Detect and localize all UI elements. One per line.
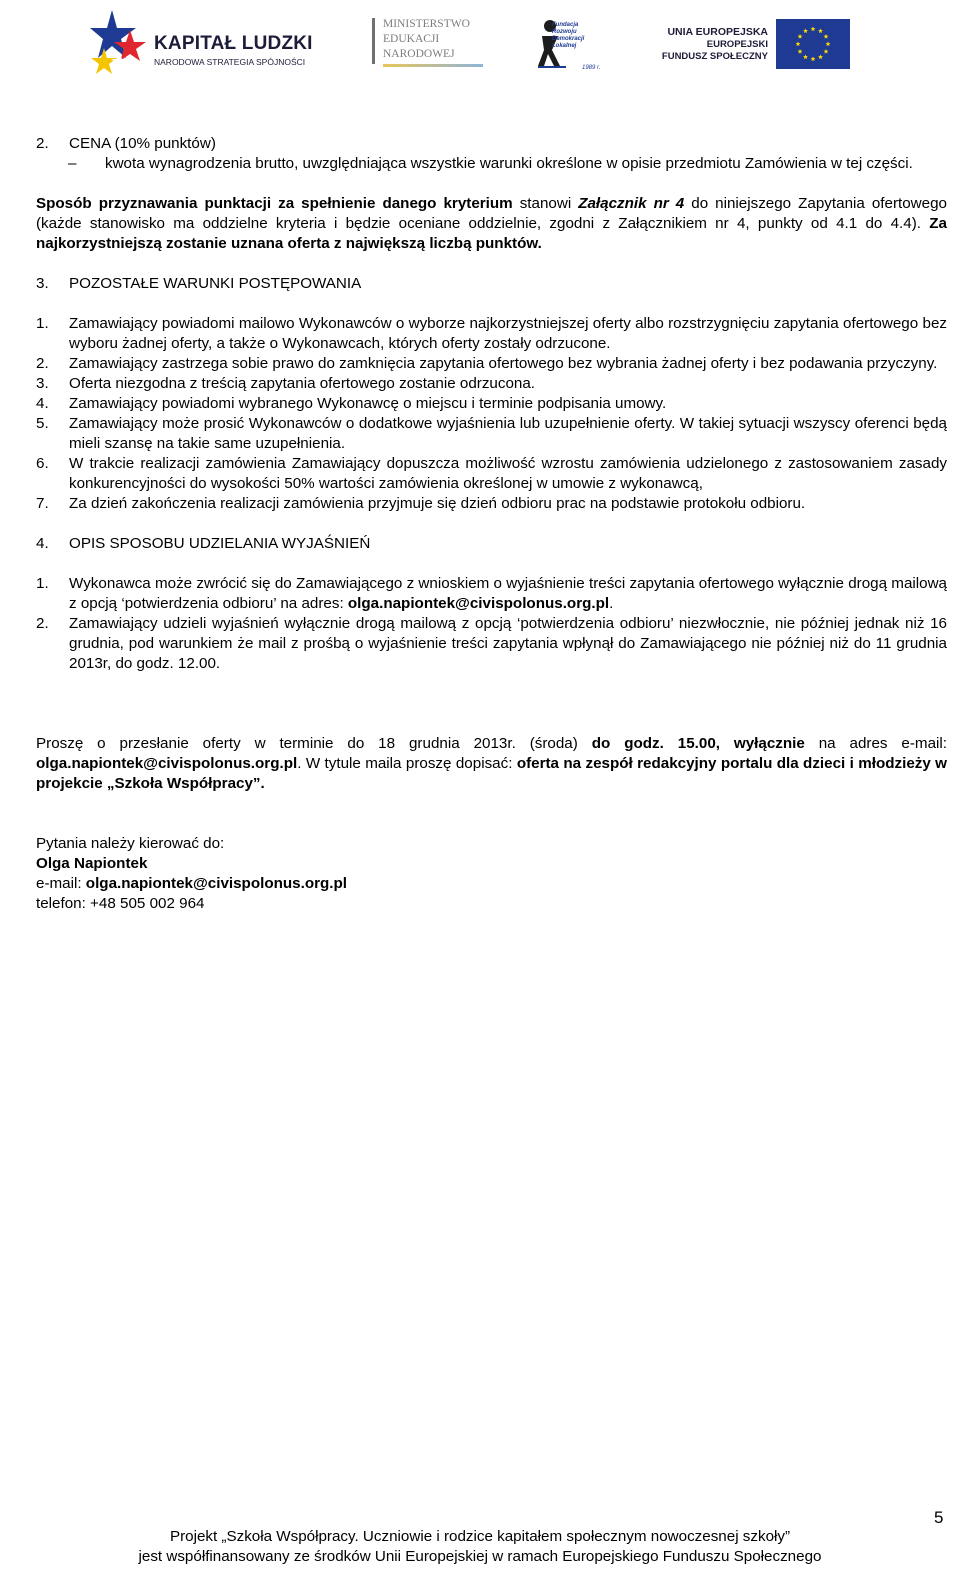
submission-text-2: na adres e-mail:: [804, 735, 948, 752]
scoring-paragraph: [36, 194, 947, 254]
section-2-heading: [36, 134, 947, 154]
list-item-text: W trakcie realizacji zamówienia Zamawiający dopuszcza możliwość wzrostu zamówienia udzielonego z zastosowaniem zasady konkurencyjności do wysokości 50% wartości zamówienia określonej w umowie z wykonawcą,: [69, 455, 947, 492]
ministry-line-1: MINISTERSTWO: [383, 18, 470, 30]
list-item: [36, 494, 947, 514]
eu-flag-icon: [776, 19, 850, 69]
list-item-text: Zamawiający udzieli wyjaśnień wyłącznie drogą mailową z opcją ‘potwierdzenia odbioru’ niezwłocznie, nie później jednak niż 16 grudnia, pod warunkiem że mail z prośbą o wyjaśnienie treści zapytania wpłynął do Zamawiającego nie później niż do 11 grudnia 2013r, do godz. 12.00.: [69, 615, 947, 672]
list-item: [36, 454, 947, 494]
ministry-line-2: EDUKACJI: [383, 33, 440, 45]
document-body: [36, 134, 947, 914]
page-footer: [0, 1527, 960, 1567]
scoring-conclusion: Za najkorzystniejszą zostanie uznana oferta z największą liczbą punktów.: [36, 215, 947, 252]
list-item-number: 6.: [36, 455, 49, 472]
list-item-end: .: [609, 595, 614, 612]
eu-line-1: UNIA EUROPEJSKA: [667, 26, 768, 38]
submission-deadline: do godz. 15.00, wyłącznie: [591, 735, 805, 752]
list-item-text: Zamawiający powiadomi wybranego Wykonawcę o miejscu i terminie podpisania umowy.: [69, 395, 667, 412]
section-4-title: OPIS SPOSOBU UDZIELANIA WYJAŚNIEŃ: [69, 535, 371, 552]
foundation-logo: [538, 14, 604, 70]
ministry-logo: [372, 14, 502, 74]
logo-header: [0, 0, 960, 80]
list-item: [36, 374, 947, 394]
section-2-number: 2.: [36, 135, 49, 152]
section-3-heading: [36, 274, 947, 294]
list-item-number: 2.: [36, 355, 49, 372]
list-item-number: 7.: [36, 495, 49, 512]
section-3-number: 3.: [36, 275, 49, 292]
list-item-text: Za dzień zakończenia realizacji zamówienia przyjmuje się dzień odbioru prac na podstawie protokołu odbioru.: [69, 495, 806, 512]
submission-paragraph: [36, 734, 947, 794]
submission-text-3: . W tytule maila proszę dopisać:: [297, 755, 517, 772]
scoring-attachment: Załącznik nr 4: [578, 195, 685, 212]
footer-line-1: Projekt „Szkoła Współpracy. Uczniowie i rodzice kapitałem społecznym nowoczesnej szkoły”: [169, 1528, 791, 1545]
scoring-intro: Sposób przyznawania punktacji za spełnienie danego kryterium: [36, 195, 513, 212]
scoring-text-1: stanowi: [512, 195, 579, 212]
section-2-dash-item: [36, 154, 947, 174]
contact-email-label: e-mail:: [36, 875, 86, 892]
list-item-number: 4.: [36, 395, 49, 412]
list-item-number: 5.: [36, 415, 49, 432]
section-4-list: [36, 574, 947, 674]
submission-subject: oferta na zespół redakcyjny portalu dla dzieci i młodzieży w projekcie „Szkoła Współpracy”.: [36, 755, 947, 792]
eu-logo: [661, 15, 850, 71]
contact-email-link[interactable]: olga.napiontek@civispolonus.org.pl: [85, 875, 348, 892]
footer-line-2: jest współfinansowany ze środków Unii Europejskiej w ramach Europejskiego Funduszu Społecznego: [138, 1548, 822, 1565]
section-3-title: POZOSTAŁE WARUNKI POSTĘPOWANIA: [69, 275, 362, 292]
kapital-ludzki-title: KAPITAŁ LUDZKI: [154, 33, 313, 54]
kapital-ludzki-logo: [90, 8, 330, 80]
email-link[interactable]: olga.napiontek@civispolonus.org.pl: [347, 595, 610, 612]
contact-email-line: [36, 874, 947, 894]
list-item: [36, 414, 947, 454]
foundation-year: 1989 r.: [582, 65, 601, 71]
list-item-text: Zamawiający może prosić Wykonawców o dodatkowe wyjaśnienia lub uzupełnienie oferty. W takiej sytuacji wszyscy oferenci będą mieli szansę na takie same uzupełnienia.: [69, 415, 947, 452]
list-item-text: Wykonawca może zwrócić się do Zamawiającego z wnioskiem o wyjaśnienie treści zapytania ofertowego wyłącznie drogą mailową z opcją ‘potwierdzenia odbioru’ na adres:: [69, 575, 947, 612]
eu-line-3: FUNDUSZ SPOŁECZNY: [661, 51, 768, 62]
list-item: [36, 614, 947, 674]
list-item: [36, 394, 947, 414]
contact-phone: telefon: +48 505 002 964: [36, 895, 205, 912]
section-2-item-text: kwota wynagrodzenia brutto, uwzględniająca wszystkie warunki określone w opisie przedmiotu Zamówienia w tej części.: [105, 155, 913, 172]
foundation-name: Fundacja Rozwoju Demokracji Lokalnej: [552, 22, 585, 49]
section-4-heading: [36, 534, 947, 554]
list-item: [36, 354, 947, 374]
kapital-ludzki-star-icon: [90, 8, 150, 80]
list-item-number: 3.: [36, 375, 49, 392]
list-item-number: 1.: [36, 315, 49, 332]
submission-email-link[interactable]: olga.napiontek@civispolonus.org.pl: [36, 755, 298, 772]
dash-bullet: –: [68, 155, 77, 172]
submission-text-1: Proszę o przesłanie oferty w terminie do 18 grudnia 2013r. (środa): [36, 735, 592, 752]
eu-line-2: EUROPEJSKI: [706, 39, 768, 50]
page-number: 5: [934, 1508, 944, 1527]
list-item-text: Oferta niezgodna z treścią zapytania ofertowego zostanie odrzucona.: [69, 375, 536, 392]
kapital-ludzki-subtitle: NARODOWA STRATEGIA SPÓJNOŚCI: [154, 57, 306, 67]
ministry-stripe: [383, 64, 483, 67]
list-item: [36, 314, 947, 354]
list-item: [36, 574, 947, 614]
section-3-list: [36, 314, 947, 514]
scoring-text-2: do niniejszego Zapytania ofertowego (każde stanowisko ma oddzielne kryteria i będzie oceniane oddzielnie, zgodni z Załącznikiem nr 4, punkty od 4.1 do 4.4).: [36, 195, 947, 232]
list-item-text: Zamawiający powiadomi mailowo Wykonawców o wyborze najkorzystniejszej oferty albo rozstrzygnięciu zapytania ofertowego bez wyboru żadnej oferty, a także o Wykonawcach, których oferty zostały odrzucone.: [69, 315, 947, 352]
contact-name: Olga Napiontek: [36, 855, 148, 872]
section-4-number: 4.: [36, 535, 49, 552]
contact-block: [36, 834, 947, 914]
contact-intro: Pytania należy kierować do:: [36, 835, 225, 852]
list-item-text: Zamawiający zastrzega sobie prawo do zamknięcia zapytania ofertowego bez wybrania żadnej oferty i bez podawania przyczyny.: [69, 355, 938, 372]
ministry-line-3: NARODOWEJ: [383, 48, 455, 60]
list-item-number: 2.: [36, 615, 49, 632]
ministry-logo-bar: [372, 18, 375, 64]
section-2-title: CENA (10% punktów): [69, 135, 216, 152]
list-item-number: 1.: [36, 575, 49, 592]
